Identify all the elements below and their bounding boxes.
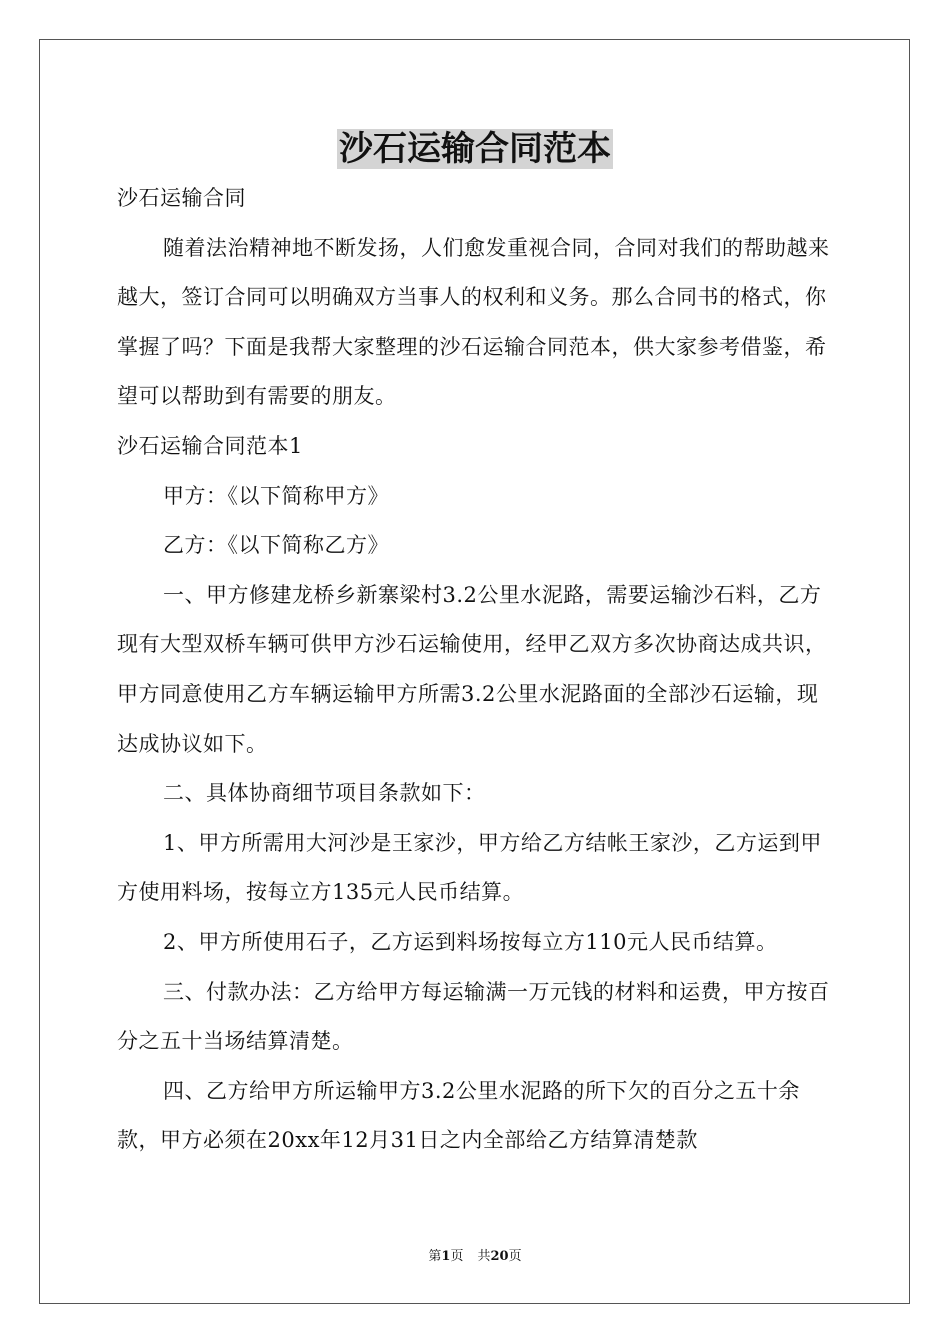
footer-total-suffix: 页 bbox=[508, 1249, 522, 1264]
paragraph-2: 随着法治精神地不断发扬，人们愈发重视合同，合同对我们的帮助越来越大，签订合同可以明确双方当事人的权利和义务。那么合同书的格式，你掌握了吗？下面是我帮大家整理的沙石运输合同范本，供大家参考借鉴，希望可以帮助到有需要的朋友。 bbox=[117, 235, 830, 409]
paragraph-11: 四、乙方给甲方所运输甲方3.2公里水泥路的所下欠的百分之五十余款，甲方必须在20xx年12月31日之内全部给乙方结算清楚款 bbox=[117, 1078, 800, 1153]
paragraph-7: 二、具体协商细节项目条款如下： bbox=[163, 781, 486, 806]
footer-page-prefix: 第 bbox=[428, 1249, 442, 1264]
footer-page-total: 20 bbox=[490, 1249, 509, 1264]
paragraph-1: 沙石运输合同 bbox=[117, 186, 246, 210]
paragraph-6: 一、甲方修建龙桥乡新寨梁村3.2公里水泥路，需要运输沙石料，乙方现有大型双桥车辆可供甲方沙石运输使用，经甲乙双方多次协商达成共识，甲方同意使用乙方车辆运输甲方所需3.2公里水泥路面的全部沙石运输，现达成协议如下。 bbox=[117, 582, 827, 756]
footer-total-prefix: 共 bbox=[477, 1249, 491, 1264]
document-body bbox=[117, 174, 837, 1166]
paragraph-9: 2、甲方所使用石子，乙方运到料场按每立方110元人民币结算。 bbox=[163, 929, 778, 954]
page-footer bbox=[0, 1248, 950, 1266]
document-title bbox=[0, 124, 950, 174]
footer-page-suffix: 页 bbox=[450, 1249, 464, 1264]
paragraph-3: 沙石运输合同范本1 bbox=[117, 433, 303, 458]
paragraph-4: 甲方：《以下简称甲方》 bbox=[163, 483, 389, 508]
document-title-text: 沙石运输合同范本 bbox=[339, 129, 611, 169]
footer-page-current: 1 bbox=[441, 1249, 451, 1264]
paragraph-5: 乙方：《以下简称乙方》 bbox=[163, 533, 389, 558]
paragraph-8: 1、甲方所需用大河沙是王家沙，甲方给乙方结帐王家沙，乙方运到甲方使用料场，按每立方135元人民币结算。 bbox=[117, 830, 822, 905]
paragraph-10: 三、付款办法：乙方给甲方每运输满一万元钱的材料和运费，甲方按百分之五十当场结算清楚。 bbox=[117, 979, 830, 1054]
